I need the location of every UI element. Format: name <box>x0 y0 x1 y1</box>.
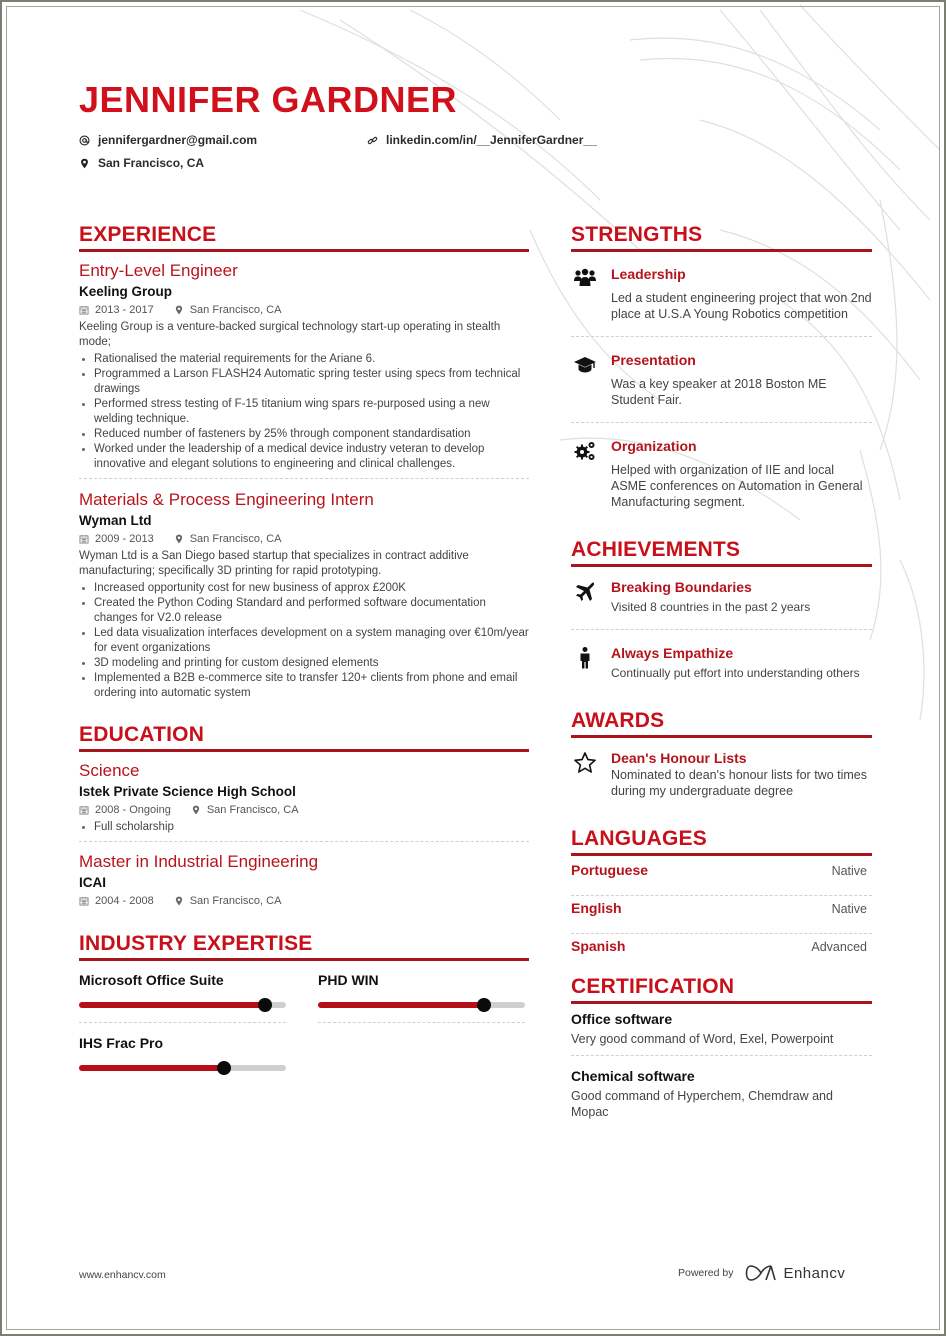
entry-dates: 2008 - Ongoing <box>95 804 171 816</box>
certification-title: Office software <box>571 1011 673 1027</box>
strength-description: Led a student engineering project that won 2nd place at U.S.A Young Robotics competition <box>611 291 872 321</box>
location-contact <box>79 156 204 170</box>
calendar-icon <box>79 534 89 544</box>
award-description: Nominated to dean's honour lists for two times during my undergraduate degree <box>611 768 867 798</box>
footer-branding[interactable] <box>678 1264 845 1282</box>
link-icon <box>367 135 378 146</box>
entry-bullets <box>79 581 529 701</box>
company-name: Keeling Group <box>79 284 173 299</box>
skill-item <box>79 1023 286 1071</box>
bullet-item: Reduced number of fasteners by 25% through component standardisation <box>79 427 529 442</box>
entry-meta <box>79 302 529 318</box>
section-title-achievements: ACHIEVEMENTS <box>571 537 872 567</box>
entry-dates: 2013 - 2017 <box>95 304 154 316</box>
linkedin-contact[interactable] <box>367 133 597 147</box>
certification-description: Good command of Hyperchem, Chemdraw and Mopac <box>571 1089 833 1119</box>
candidate-name: JENNIFER GARDNER <box>79 79 458 120</box>
linkedin-text: linkedin.com/in/__JenniferGardner__ <box>386 133 597 147</box>
entry-meta <box>79 802 529 818</box>
strength-item <box>571 260 872 337</box>
skill-level-fill <box>79 1002 265 1008</box>
certification-item <box>571 1009 872 1056</box>
entry-dates: 2009 - 2013 <box>95 533 154 545</box>
powered-by-label: Powered by <box>678 1267 734 1279</box>
award-title: Dean's Honour Lists <box>611 750 747 766</box>
section-title-education: EDUCATION <box>79 722 529 752</box>
education-section <box>79 722 529 909</box>
skill-level-fill <box>318 1002 484 1008</box>
language-level: Advanced <box>811 940 867 954</box>
entry-description: Keeling Group is a venture-backed surgical technology start-up operating in stealth mode; <box>79 321 501 348</box>
map-pin-icon <box>191 805 201 815</box>
entry-bullets <box>79 352 529 472</box>
certification-title: Chemical software <box>571 1068 695 1084</box>
language-name: English <box>571 900 622 916</box>
enhancv-logo-icon <box>745 1264 777 1282</box>
bullet-item: Programmed a Larson FLASH24 Automatic spring tester using specs from technical drawings <box>79 367 529 397</box>
education-entry <box>79 760 529 842</box>
section-title-certification: CERTIFICATION <box>571 974 872 1004</box>
calendar-icon <box>79 305 89 315</box>
bullet-item: Created the Python Coding Standard and performed software documentation changes for V2.0 release <box>79 596 529 626</box>
skill-level-bar <box>318 1002 525 1008</box>
strength-description: Was a key speaker at 2018 Boston ME Student Fair. <box>611 377 827 407</box>
expertise-section <box>79 931 529 1071</box>
certification-description: Very good command of Word, Exel, Powerpoint <box>571 1032 834 1046</box>
company-name: Wyman Ltd <box>79 513 152 528</box>
email-contact[interactable] <box>79 133 257 147</box>
bullet-item: Rationalised the material requirements for the Ariane 6. <box>79 352 529 367</box>
bullet-item: Worked under the leadership of a medical device industry veteran to develop innovative and elegant solutions to engineering and clinical challenges. <box>79 442 529 472</box>
language-item <box>571 858 872 896</box>
entry-description: Wyman Ltd is a San Diego based startup that specializes in contract additive manufacturing; specifically 3D printing for rapid prototyping. <box>79 550 469 577</box>
skill-level-thumb <box>217 1061 231 1075</box>
languages-section <box>571 826 872 972</box>
achievement-item <box>571 575 872 630</box>
job-title: Entry-Level Engineer <box>79 261 238 280</box>
bullet-item: Implemented a B2B e-commerce site to transfer 120+ clients from phone and email ordering into automatic system <box>79 671 529 701</box>
map-pin-icon <box>79 158 90 169</box>
skill-level-thumb <box>258 998 272 1012</box>
strength-item <box>571 423 872 510</box>
achievement-title: Always Empathize <box>611 645 734 661</box>
achievements-section <box>571 537 872 681</box>
person-icon <box>573 646 597 670</box>
skill-level-bar <box>79 1065 286 1071</box>
degree-title: Master in Industrial Engineering <box>79 852 319 871</box>
language-item <box>571 896 872 934</box>
language-level: Native <box>831 864 867 878</box>
enhancv-brand: Enhancv <box>783 1264 846 1282</box>
footer-website-link[interactable]: www.enhancv.com <box>79 1269 166 1281</box>
plane-icon <box>573 580 597 604</box>
section-title-expertise: INDUSTRY EXPERTISE <box>79 931 529 961</box>
graduation-cap-icon <box>573 353 597 377</box>
achievement-title: Breaking Boundaries <box>611 579 752 595</box>
job-title: Materials & Process Engineering Intern <box>79 490 374 509</box>
left-column <box>79 222 529 1071</box>
language-level: Native <box>831 902 867 916</box>
experience-entry <box>79 260 529 479</box>
bullet-item: Increased opportunity cost for new business of approx £200K <box>79 581 529 596</box>
email-text: jennifergardner@gmail.com <box>98 133 258 147</box>
degree-title: Science <box>79 761 140 780</box>
achievement-item <box>571 630 872 681</box>
bullet-item: Performed stress testing of F-15 titanium wing spars re-purposed using a new welding technique. <box>79 397 529 427</box>
skill-name: IHS Frac Pro <box>79 1035 164 1051</box>
location-text: San Francisco, CA <box>98 156 205 170</box>
experience-section <box>79 222 529 701</box>
skill-grid <box>79 969 529 1071</box>
map-pin-icon <box>174 305 184 315</box>
strength-title: Leadership <box>611 266 686 282</box>
entry-dates: 2004 - 2008 <box>95 895 154 907</box>
achievement-description: Continually put effort into understanding others <box>611 666 860 680</box>
map-pin-icon <box>174 534 184 544</box>
strength-description: Helped with organization of IIE and local ASME conferences on Automation in General Manufacturing segment. <box>611 463 863 509</box>
section-title-languages: LANGUAGES <box>571 826 872 856</box>
right-column <box>571 222 872 1120</box>
strength-item <box>571 337 872 423</box>
language-item <box>571 934 872 972</box>
calendar-icon <box>79 896 89 906</box>
award-item <box>571 746 872 799</box>
entry-location: San Francisco, CA <box>206 804 299 816</box>
skill-level-fill <box>79 1065 224 1071</box>
section-title-strengths: STRENGTHS <box>571 222 872 252</box>
skill-item <box>318 969 525 1023</box>
bullet-item: 3D modeling and printing for custom designed elements <box>79 656 529 671</box>
school-name: ICAI <box>79 875 106 890</box>
experience-entry <box>79 479 529 701</box>
entry-meta <box>79 893 529 909</box>
skill-item <box>79 969 286 1023</box>
strength-title: Organization <box>611 438 697 454</box>
cogs-icon <box>573 439 597 463</box>
language-name: Spanish <box>571 938 626 954</box>
school-name: Istek Private Science High School <box>79 784 296 799</box>
skill-level-thumb <box>477 998 491 1012</box>
skill-name: Microsoft Office Suite <box>79 972 224 988</box>
skill-level-bar <box>79 1002 286 1008</box>
users-icon <box>573 267 597 291</box>
awards-section <box>571 708 872 799</box>
strengths-section <box>571 222 872 510</box>
language-name: Portuguese <box>571 862 649 878</box>
at-icon <box>79 135 90 146</box>
entry-location: San Francisco, CA <box>189 304 282 316</box>
certification-item <box>571 1056 872 1120</box>
achievement-description: Visited 8 countries in the past 2 years <box>611 600 811 614</box>
entry-meta <box>79 531 529 547</box>
strength-title: Presentation <box>611 352 696 368</box>
skill-name: PHD WIN <box>318 972 379 988</box>
bullet-item: Full scholarship <box>79 820 529 835</box>
bullet-item: Led data visualization interfaces development on a system managing over €10m/year for event organizations <box>79 626 529 656</box>
calendar-icon <box>79 805 89 815</box>
section-title-experience: EXPERIENCE <box>79 222 529 252</box>
education-entry <box>79 842 529 909</box>
certification-section <box>571 974 872 1120</box>
star-icon <box>573 751 597 775</box>
section-title-awards: AWARDS <box>571 708 872 738</box>
entry-bullets <box>79 820 529 835</box>
entry-location: San Francisco, CA <box>189 895 282 907</box>
map-pin-icon <box>174 896 184 906</box>
entry-location: San Francisco, CA <box>189 533 282 545</box>
